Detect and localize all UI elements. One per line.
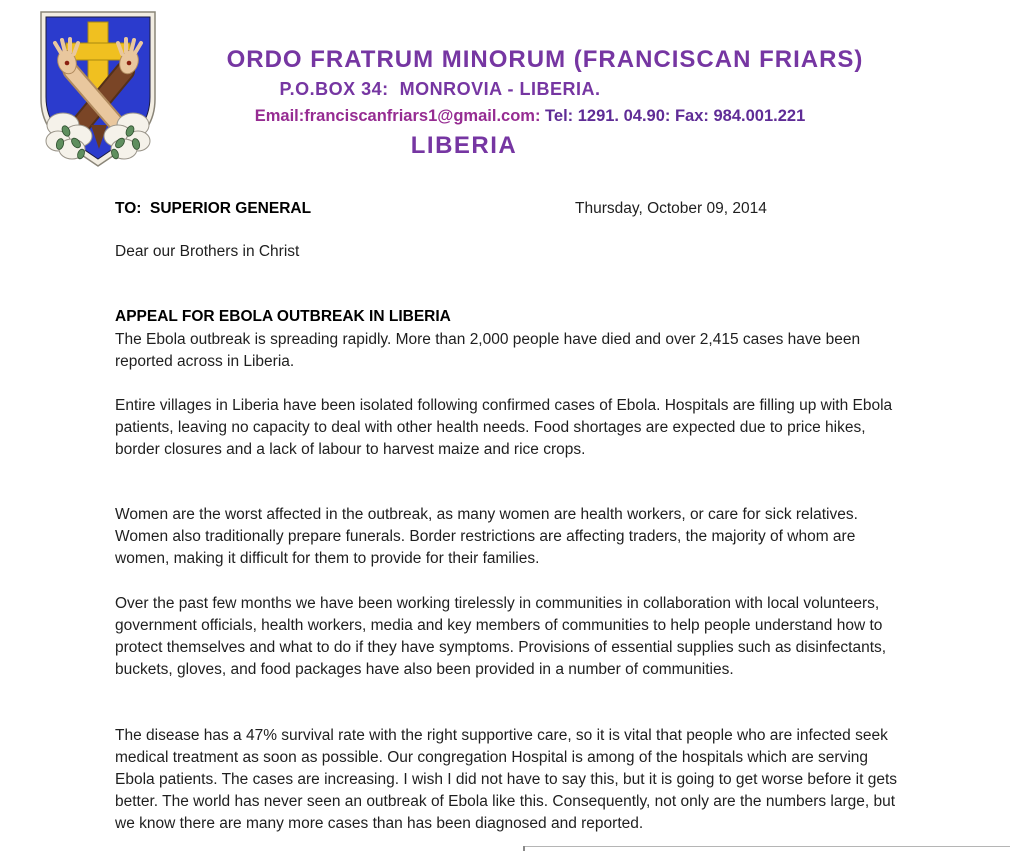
- paragraph-2: Entire villages in Liberia have been isolated following confirmed cases of Ebola. Hospitals are filling up with Ebola patients, leaving no capacity to deal with other health needs. Food shortages are expected due to price hikes, border closures and a lack of labour to harvest maize and rice crops.: [115, 397, 893, 458]
- paragraph-1: The Ebola outbreak is spreading rapidly. More than 2,000 people have died and over 2,415 cases have been reported across in Liberia.: [115, 331, 861, 370]
- paragraph-3: Women are the worst affected in the outbreak, as many women are health workers, or care for sick relatives. Women also traditionally prepare funerals. Border restrictions are affecting traders, the majority of whom are women, making it difficult for them to provide for their families.: [115, 506, 858, 567]
- recipient-line: TO: SUPERIOR GENERAL: [115, 200, 312, 217]
- letter-body: [115, 0, 910, 851]
- paragraph-4: Over the past few months we have been working tirelessly in communities in collaboration with local volunteers, government officials, health workers, media and key members of communities to help people understand how to protect themselves and what to do if they have symptoms. Provisions of essential supplies such as disinfectants, buckets, gloves, and food packages have also been provided in a number of communities.: [115, 595, 887, 678]
- subject-heading: APPEAL FOR EBOLA OUTBREAK IN LIBERIA: [115, 308, 451, 325]
- org-country-line: LIBERIA: [410, 132, 518, 159]
- org-tel-fax-text: Tel: 1291. 04.90: Fax: 984.001.221: [540, 107, 806, 125]
- page-bottom-artifact-tick: [523, 846, 525, 851]
- page-bottom-artifact-line: [523, 846, 1010, 847]
- recipient-date-row: [115, 198, 910, 220]
- salutation: Dear our Brothers in Christ: [115, 243, 300, 260]
- org-name: ORDO FRATRUM MINORUM (FRANCISCAN FRIARS): [226, 46, 864, 73]
- paragraph-5: The disease has a 47% survival rate with the right supportive care, so it is vital that people who are infected seek medical treatment as soon as possible. Our congregation Hospital is among of the hospitals which are serving Ebola patients. The cases are increasing. I wish I did not have to say this, but it is going to get worse before it gets better. The world has never seen an outbreak of Ebola like this. Consequently, not only are the numbers large, but we know there are many more cases than has been diagnosed and reported.: [115, 727, 898, 832]
- letter-date: Thursday, October 09, 2014: [575, 200, 767, 217]
- org-email-text: Email:franciscanfriars1@gmail.com:: [254, 107, 541, 125]
- org-address-line: P.O.BOX 34: MONROVIA - LIBERIA.: [279, 79, 601, 99]
